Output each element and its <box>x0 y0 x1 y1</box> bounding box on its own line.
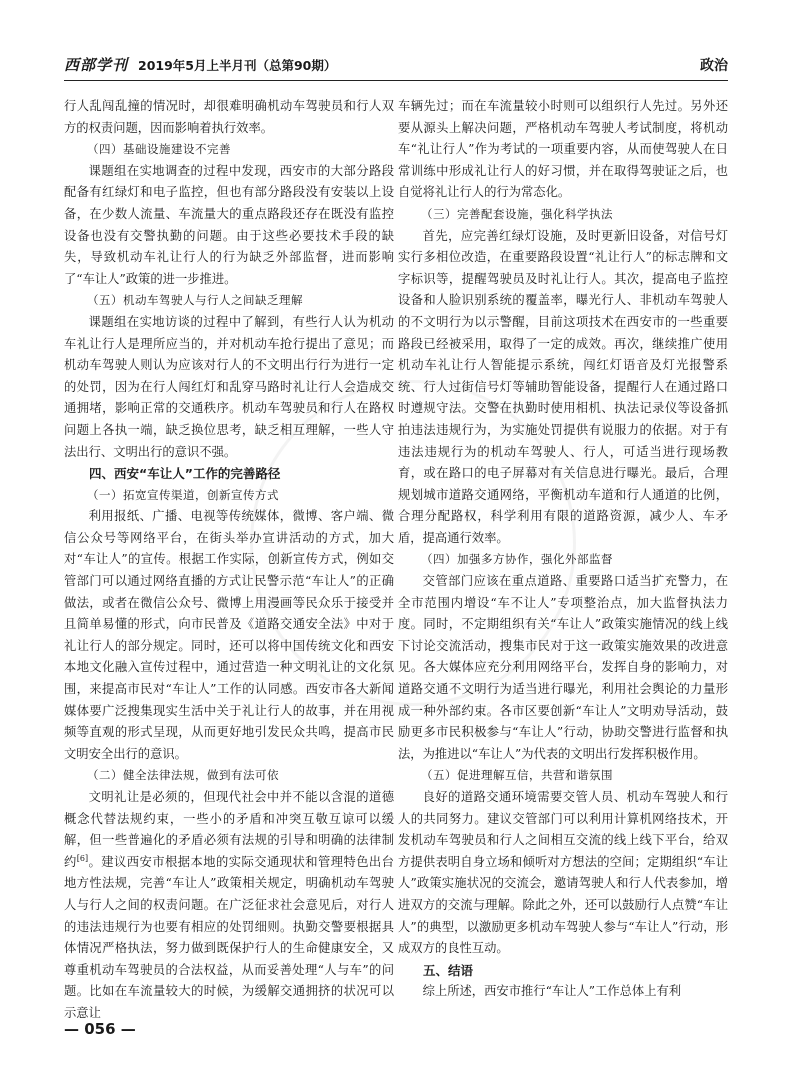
paragraph: 交管部门应该在重点道路、重要路口适当扩充警力，在全市范围内增设“车不让人”专项整治点，加大监督执法力度。同时，不定期组织有关“车让人”政策实施情况的线上线下讨论交流活动，搜集市民对于这一政策实施效果的改进意见。各大媒体应充分利用网络平台，发挥自身的影响力，对道路交通不文明行为适当进行曝光，利用社会舆论的力量形成一种外部约束。各市区要创新“车让人”文明劝导活动，鼓励更多市民积极参与“车让人”行动，协助交警进行监督和执法，为推进以“车让人”为代表的文明出行发挥积极作用。 <box>398 574 728 761</box>
subsection-heading: （四）加强多方协作，强化外部监督 <box>421 552 613 567</box>
paragraph: 课题组在实地调查的过程中发现，西安市的大部分路段配备有红绿灯和电子监控，但也有部分路段没有安装以上设备，在少数人流量、车流量大的重点路段还存在既没有监控设备也没有交警执勤的问题。由于这些必要技术手段的缺失，导致机动车礼让行人的行为缺乏外部监督，进而影响了“车让人”政策的进一步推进。 <box>64 163 394 286</box>
paragraph <box>64 787 394 1025</box>
subsection-heading: （三）完善配套设施，强化科学执法 <box>421 206 613 221</box>
subsection-heading: （二）健全法律法规，做到有法可依 <box>87 768 279 783</box>
subsection-heading: （五）机动车驾驶人与行人之间缺乏理解 <box>87 293 303 308</box>
journal-logo: 西部学刊 <box>64 56 129 74</box>
section-tag: 政治 <box>700 58 728 74</box>
subsection-heading: （一）拓宽宣传渠道，创新宣传方式 <box>87 487 279 502</box>
right-column <box>398 96 728 1003</box>
paragraph: 综上所述，西安市推行“车让人”工作总体上有利 <box>422 984 682 999</box>
left-column <box>64 96 394 1025</box>
section-heading: 四、西安“车让人”工作的完善路径 <box>89 466 281 482</box>
running-header <box>64 52 728 81</box>
section-heading: 五、结语 <box>423 962 474 978</box>
paragraph: 行人乱闯乱撞的情况时，却很难明确机动车驾驶员和行人双方的权责问题，因而影响着执行效率。 <box>64 99 394 135</box>
subsection-heading: （五）促进理解互信，共营和谐氛围 <box>421 768 613 783</box>
citation: [6] <box>76 853 89 863</box>
journal-issue: 2019年5月上半月刊（总第90期） <box>138 58 337 73</box>
page-number: — 056 — <box>64 1020 136 1038</box>
paragraph: 课题组在实地访谈的过程中了解到，有些行人认为机动车礼让行人是理所应当的，并对机动车抢行提出了意见；而机动车驾驶人则认为应该对行人的不文明出行行为进行一定的处罚，因为在行人闯红灯和乱穿马路时礼让行人会造成交通拥堵，影响正常的交通秩序。机动车驾驶员和行人在路权问题上各执一端，缺乏换位思考，缺乏相互理解，一些人守法出行、文明出行的意识不强。 <box>64 314 394 459</box>
paragraph: 首先，应完善红绿灯设施，及时更新旧设备，对信号灯实行多相位改造，在重要路段设置“礼让行人”的标志牌和文字标识等，提醒驾驶员及时礼让行人。其次，提高电子监控设备和人脸识别系统的覆盖率，曝光行人、非机动车驾驶人的不文明行为以示警醒，目前这项技术在西安市的一些重要路段已经被采用，取得了一定的成效。再次，继续推广使用机动车礼让行人智能提示系统，闯红灯语音及灯光报警系统、行人过街信号灯等辅助智能设备，提醒行人在通过路口时遵规守法。交警在执勤时使用相机、执法记录仪等设备抓拍违法违规行为，为实施处罚提供有说服力的依据。对于有违法违规行为的机动车驾驶人、行人，可适当进行现场教育，或在路口的电子屏幕对有关信息进行曝光。最后，合理规划城市道路交通网络，平衡机动车道和行人通道的比例，合理分配路权，科学利用有限的道路资源，减少人、车矛盾，提高通行效率。 <box>398 228 728 545</box>
paragraph-text: 。建议西安市根据本地的实际交通现状和管理特色出台地方性法规，完善“车让人”政策相关规定，明确机动车驾驶人与行人之间的权责问题。在广泛征求社会意见后，对行人的违法违规行为也要有相应的处罚细则。执勤交警要根据具体情况严格执法，努力做到既保护行人的生命健康安全，又尊重机动车驾驶员的合法权益，从而妥善处理“人与车”的问题。比如在车流量较大的时候，为缓解交通拥挤的状况可以示意让 <box>64 854 394 1020</box>
paragraph: 利用报纸、广播、电视等传统媒体，微博、客户端、微信公众号等网络平台，在街头举办宣讲活动的方式，加大对“车让人”的宣传。根据工作实际，创新宣传方式，例如交管部门可以通过网络直播的方式让民警示范“车让人”的正确做法，或者在微信公众号、微博上用漫画等民众乐于接受并且简单易懂的形式，向市民普及《道路交通安全法》中对于礼让行人的部分规定。同时，还可以将中国传统文化和西安本地文化融入宣传过程中，通过营造一种文明礼让的文化氛围，来提高市民对“车让人”工作的认同感。西安市各大新闻媒体要广泛搜集现实生活中关于礼让行人的故事，并在用视频等直观的形式呈现，从而更好地引发民众共鸣，提高市民文明安全出行的意识。 <box>64 509 394 761</box>
paragraph: 车辆先过；而在车流量较小时则可以组织行人先过。另外还要从源头上解决问题，严格机动车驾驶人考试制度，将机动车“礼让行人”作为考试的一项重要内容，从而使驾驶人在日常训练中形成礼让行人的好习惯，并在取得驾驶证之后，也自觉将礼让行人的行为常态化。 <box>398 99 728 200</box>
paragraph-text: 文明礼让是必须的，但现代社会中并不能以含混的道德概念代替法规约束，一些小的矛盾和冲突互敬互谅可以缓解，但一些普遍化的矛盾必须有法规的引导和明确的法律制约 <box>64 790 394 869</box>
subsection-heading: （四）基础设施建设不完善 <box>87 142 231 157</box>
paragraph: 良好的道路交通环境需要交管人员、机动车驾驶人和行人的共同努力。建议交管部门可以利用计算机网络技术，开发机动车驾驶员和行人之间相互交流的线上线下平台，给双方提供表明自身立场和倾听对方想法的空间；定期组织“车让人”政策实施状况的交流会，邀请驾驶人和行人代表参加，增进双方的交流与理解。除此之外，还可以鼓励行人点赞“车让人”的典型，以激励更多机动车驾驶人参与“车让人”行动，形成双方的良性互动。 <box>398 790 728 956</box>
